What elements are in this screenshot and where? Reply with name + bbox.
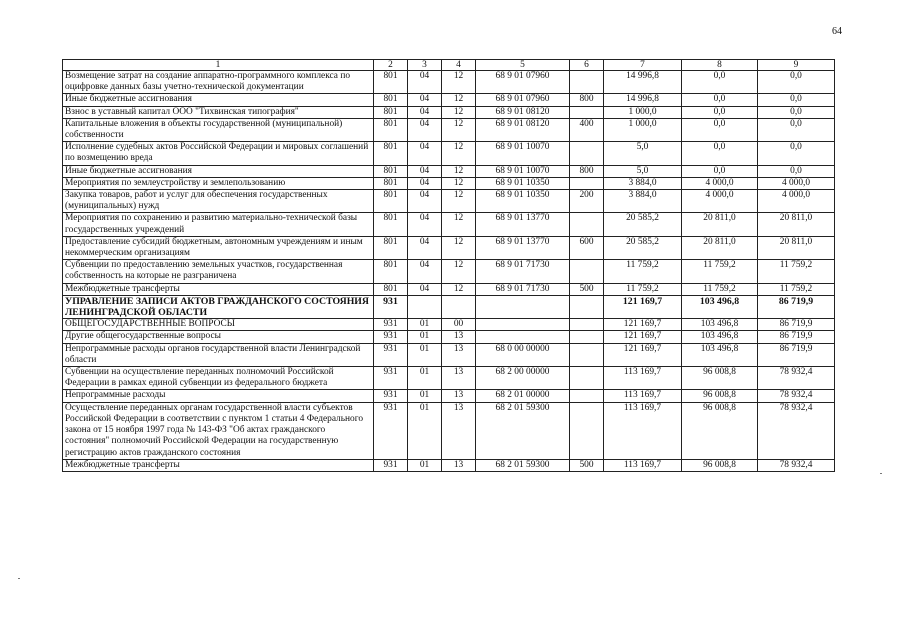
cell-amount-1: 113 169,7 bbox=[604, 402, 682, 459]
cell-name: Иные бюджетные ассигнования bbox=[63, 165, 374, 177]
cell-name: Субвенции на осуществление переданных полномочий Российской Федерации в рамках единой субвенции из федерального бюджета bbox=[63, 367, 374, 390]
cell-subsection: 12 bbox=[442, 71, 476, 94]
cell-amount-3: 0,0 bbox=[758, 94, 835, 106]
header-cell: 2 bbox=[374, 60, 408, 71]
cell-name: Иные бюджетные ассигнования bbox=[63, 94, 374, 106]
cell-ministry: 801 bbox=[374, 177, 408, 189]
cell-ministry: 801 bbox=[374, 94, 408, 106]
cell-expense-type: 800 bbox=[570, 165, 604, 177]
cell-ministry: 801 bbox=[374, 190, 408, 213]
cell-amount-3: 20 811,0 bbox=[758, 213, 835, 236]
table-row bbox=[63, 213, 835, 236]
cell-amount-1: 121 169,7 bbox=[604, 319, 682, 331]
cell-amount-1: 20 585,2 bbox=[604, 236, 682, 259]
cell-subsection: 12 bbox=[442, 165, 476, 177]
header-cell: 6 bbox=[570, 60, 604, 71]
cell-name: Мероприятия по сохранению и развитию материально-технической базы государственных учреждений bbox=[63, 213, 374, 236]
cell-ministry: 801 bbox=[374, 142, 408, 165]
cell-section: 04 bbox=[408, 94, 442, 106]
cell-amount-3: 0,0 bbox=[758, 71, 835, 94]
cell-amount-2: 103 496,8 bbox=[682, 343, 758, 366]
cell-expense-type: 800 bbox=[570, 94, 604, 106]
cell-subsection: 12 bbox=[442, 118, 476, 141]
cell-amount-2: 11 759,2 bbox=[682, 283, 758, 295]
table-header-row bbox=[63, 60, 835, 71]
cell-expense-type bbox=[570, 331, 604, 343]
cell-name: Другие общегосударственные вопросы bbox=[63, 331, 374, 343]
table-row bbox=[63, 71, 835, 94]
cell-name: Капитальные вложения в объекты государственной (муниципальной) собственности bbox=[63, 118, 374, 141]
cell-expense-type bbox=[570, 71, 604, 94]
cell-expense-type: 200 bbox=[570, 190, 604, 213]
cell-name: Взнос в уставный капитал ООО "Тихвинская типография" bbox=[63, 106, 374, 118]
cell-expense-type bbox=[570, 142, 604, 165]
cell-amount-3: 78 932,4 bbox=[758, 459, 835, 471]
cell-amount-2: 20 811,0 bbox=[682, 236, 758, 259]
cell-amount-2: 20 811,0 bbox=[682, 213, 758, 236]
table-row bbox=[63, 402, 835, 459]
scan-artifact bbox=[880, 473, 882, 474]
cell-name: ОБЩЕГОСУДАРСТВЕННЫЕ ВОПРОСЫ bbox=[63, 319, 374, 331]
cell-amount-2: 0,0 bbox=[682, 71, 758, 94]
cell-amount-2: 0,0 bbox=[682, 165, 758, 177]
cell-expense-type bbox=[570, 295, 604, 318]
cell-subsection: 12 bbox=[442, 94, 476, 106]
cell-target-article: 68 2 01 59300 bbox=[476, 402, 570, 459]
cell-amount-2: 0,0 bbox=[682, 94, 758, 106]
cell-name: Возмещение затрат на создание аппаратно-программного комплекса по оцифровке данных базы учетно-технической документации bbox=[63, 71, 374, 94]
table-row bbox=[63, 165, 835, 177]
cell-amount-1: 121 169,7 bbox=[604, 295, 682, 318]
cell-target-article: 68 9 01 07960 bbox=[476, 94, 570, 106]
table-row bbox=[63, 118, 835, 141]
cell-expense-type: 600 bbox=[570, 236, 604, 259]
cell-section: 04 bbox=[408, 213, 442, 236]
cell-subsection: 12 bbox=[442, 177, 476, 189]
table-row bbox=[63, 367, 835, 390]
cell-target-article: 68 9 01 13770 bbox=[476, 213, 570, 236]
cell-ministry: 931 bbox=[374, 402, 408, 459]
header-cell: 9 bbox=[758, 60, 835, 71]
cell-section: 04 bbox=[408, 177, 442, 189]
cell-section: 04 bbox=[408, 165, 442, 177]
table-row bbox=[63, 331, 835, 343]
cell-amount-2: 103 496,8 bbox=[682, 319, 758, 331]
cell-target-article: 68 9 01 71730 bbox=[476, 283, 570, 295]
cell-amount-2: 96 008,8 bbox=[682, 459, 758, 471]
table-row bbox=[63, 319, 835, 331]
page-number: 64 bbox=[832, 26, 842, 37]
cell-name: Непрограммные расходы bbox=[63, 390, 374, 402]
cell-amount-3: 86 719,9 bbox=[758, 331, 835, 343]
cell-ministry: 931 bbox=[374, 343, 408, 366]
scan-artifact bbox=[18, 578, 20, 579]
cell-subsection: 13 bbox=[442, 459, 476, 471]
cell-amount-1: 113 169,7 bbox=[604, 390, 682, 402]
cell-expense-type bbox=[570, 343, 604, 366]
table-row bbox=[63, 236, 835, 259]
cell-amount-1: 113 169,7 bbox=[604, 459, 682, 471]
cell-name: Закупка товаров, работ и услуг для обеспечения государственных (муниципальных) нужд bbox=[63, 190, 374, 213]
header-cell: 3 bbox=[408, 60, 442, 71]
cell-ministry: 931 bbox=[374, 295, 408, 318]
cell-amount-1: 1 000,0 bbox=[604, 106, 682, 118]
cell-section: 01 bbox=[408, 390, 442, 402]
table-row bbox=[63, 459, 835, 471]
cell-amount-1: 121 169,7 bbox=[604, 331, 682, 343]
table-row bbox=[63, 295, 835, 318]
cell-subsection: 00 bbox=[442, 319, 476, 331]
cell-amount-1: 11 759,2 bbox=[604, 260, 682, 283]
cell-subsection: 12 bbox=[442, 236, 476, 259]
cell-target-article: 68 9 01 10070 bbox=[476, 142, 570, 165]
cell-subsection: 12 bbox=[442, 142, 476, 165]
cell-name: Межбюджетные трансферты bbox=[63, 283, 374, 295]
table-row bbox=[63, 283, 835, 295]
cell-amount-3: 78 932,4 bbox=[758, 367, 835, 390]
cell-section: 01 bbox=[408, 459, 442, 471]
table-row bbox=[63, 177, 835, 189]
header-cell: 5 bbox=[476, 60, 570, 71]
cell-name: Предоставление субсидий бюджетным, автономным учреждениям и иным некоммерческим организациям bbox=[63, 236, 374, 259]
cell-subsection: 13 bbox=[442, 343, 476, 366]
cell-name: Субвенции по предоставлению земельных участков, государственная собственность на которые не разграничена bbox=[63, 260, 374, 283]
cell-target-article bbox=[476, 295, 570, 318]
cell-name: Исполнение судебных актов Российской Федерации и мировых соглашений по возмещению вреда bbox=[63, 142, 374, 165]
cell-section: 04 bbox=[408, 260, 442, 283]
cell-subsection: 12 bbox=[442, 283, 476, 295]
cell-name: Мероприятия по землеустройству и землепользованию bbox=[63, 177, 374, 189]
header-cell: 8 bbox=[682, 60, 758, 71]
cell-amount-1: 14 996,8 bbox=[604, 94, 682, 106]
cell-subsection: 12 bbox=[442, 190, 476, 213]
cell-expense-type bbox=[570, 177, 604, 189]
cell-amount-3: 86 719,9 bbox=[758, 295, 835, 318]
cell-ministry: 801 bbox=[374, 213, 408, 236]
cell-target-article bbox=[476, 331, 570, 343]
table-row bbox=[63, 390, 835, 402]
cell-target-article: 68 9 01 07960 bbox=[476, 71, 570, 94]
cell-expense-type bbox=[570, 213, 604, 236]
cell-amount-3: 86 719,9 bbox=[758, 319, 835, 331]
cell-expense-type bbox=[570, 402, 604, 459]
header-cell: 1 bbox=[63, 60, 374, 71]
cell-amount-1: 20 585,2 bbox=[604, 213, 682, 236]
cell-ministry: 801 bbox=[374, 118, 408, 141]
cell-ministry: 931 bbox=[374, 331, 408, 343]
cell-ministry: 931 bbox=[374, 367, 408, 390]
cell-ministry: 801 bbox=[374, 165, 408, 177]
cell-ministry: 801 bbox=[374, 71, 408, 94]
cell-name: Осуществление переданных органам государственной власти субъектов Российской Федерации в соответствии с пунктом 1 статьи 4 Федерального закона от 15 ноября 1997 года № 143-ФЗ "Об актах гражданского состояния" полномочий Российской Федерации на государственную регистрацию актов гражданского состояния bbox=[63, 402, 374, 459]
cell-amount-3: 86 719,9 bbox=[758, 343, 835, 366]
cell-amount-2: 0,0 bbox=[682, 106, 758, 118]
table-row bbox=[63, 94, 835, 106]
cell-amount-3: 78 932,4 bbox=[758, 390, 835, 402]
cell-section: 04 bbox=[408, 71, 442, 94]
cell-subsection bbox=[442, 295, 476, 318]
header-cell: 4 bbox=[442, 60, 476, 71]
cell-amount-3: 4 000,0 bbox=[758, 177, 835, 189]
cell-amount-1: 11 759,2 bbox=[604, 283, 682, 295]
cell-ministry: 931 bbox=[374, 390, 408, 402]
table-row bbox=[63, 106, 835, 118]
cell-amount-1: 14 996,8 bbox=[604, 71, 682, 94]
cell-name: Межбюджетные трансферты bbox=[63, 459, 374, 471]
cell-section: 04 bbox=[408, 106, 442, 118]
cell-section: 01 bbox=[408, 319, 442, 331]
cell-amount-1: 113 169,7 bbox=[604, 367, 682, 390]
cell-target-article: 68 9 01 13770 bbox=[476, 236, 570, 259]
cell-target-article bbox=[476, 319, 570, 331]
cell-subsection: 12 bbox=[442, 106, 476, 118]
cell-target-article: 68 9 01 71730 bbox=[476, 260, 570, 283]
cell-ministry: 801 bbox=[374, 236, 408, 259]
budget-table bbox=[62, 59, 835, 472]
table-row bbox=[63, 260, 835, 283]
cell-amount-3: 0,0 bbox=[758, 106, 835, 118]
cell-amount-3: 0,0 bbox=[758, 165, 835, 177]
cell-ministry: 801 bbox=[374, 283, 408, 295]
cell-subsection: 13 bbox=[442, 367, 476, 390]
cell-expense-type: 500 bbox=[570, 283, 604, 295]
cell-amount-1: 5,0 bbox=[604, 142, 682, 165]
cell-amount-1: 3 884,0 bbox=[604, 190, 682, 213]
cell-ministry: 801 bbox=[374, 260, 408, 283]
cell-amount-2: 0,0 bbox=[682, 118, 758, 141]
cell-amount-2: 0,0 bbox=[682, 142, 758, 165]
cell-target-article: 68 9 01 10070 bbox=[476, 165, 570, 177]
cell-subsection: 13 bbox=[442, 331, 476, 343]
cell-section bbox=[408, 295, 442, 318]
header-cell: 7 bbox=[604, 60, 682, 71]
cell-target-article: 68 0 00 00000 bbox=[476, 343, 570, 366]
cell-amount-2: 103 496,8 bbox=[682, 331, 758, 343]
cell-amount-1: 5,0 bbox=[604, 165, 682, 177]
cell-ministry: 931 bbox=[374, 459, 408, 471]
cell-amount-3: 0,0 bbox=[758, 118, 835, 141]
cell-amount-3: 0,0 bbox=[758, 142, 835, 165]
cell-amount-3: 11 759,2 bbox=[758, 260, 835, 283]
cell-expense-type bbox=[570, 260, 604, 283]
cell-subsection: 13 bbox=[442, 390, 476, 402]
cell-target-article: 68 9 01 08120 bbox=[476, 106, 570, 118]
cell-name: Непрограммные расходы органов государственной власти Ленинградской области bbox=[63, 343, 374, 366]
table-row bbox=[63, 190, 835, 213]
cell-amount-2: 96 008,8 bbox=[682, 390, 758, 402]
cell-amount-3: 78 932,4 bbox=[758, 402, 835, 459]
cell-amount-2: 103 496,8 bbox=[682, 295, 758, 318]
cell-amount-2: 96 008,8 bbox=[682, 367, 758, 390]
cell-expense-type: 500 bbox=[570, 459, 604, 471]
cell-expense-type bbox=[570, 319, 604, 331]
cell-section: 01 bbox=[408, 367, 442, 390]
cell-amount-2: 4 000,0 bbox=[682, 177, 758, 189]
cell-amount-2: 11 759,2 bbox=[682, 260, 758, 283]
cell-expense-type bbox=[570, 106, 604, 118]
cell-amount-1: 121 169,7 bbox=[604, 343, 682, 366]
cell-section: 04 bbox=[408, 283, 442, 295]
cell-section: 04 bbox=[408, 236, 442, 259]
cell-target-article: 68 9 01 10350 bbox=[476, 177, 570, 189]
cell-amount-3: 20 811,0 bbox=[758, 236, 835, 259]
cell-expense-type bbox=[570, 367, 604, 390]
cell-target-article: 68 9 01 10350 bbox=[476, 190, 570, 213]
cell-amount-1: 1 000,0 bbox=[604, 118, 682, 141]
cell-ministry: 931 bbox=[374, 319, 408, 331]
cell-ministry: 801 bbox=[374, 106, 408, 118]
cell-section: 04 bbox=[408, 142, 442, 165]
table-row bbox=[63, 343, 835, 366]
cell-subsection: 12 bbox=[442, 213, 476, 236]
cell-target-article: 68 2 01 00000 bbox=[476, 390, 570, 402]
cell-name: УПРАВЛЕНИЕ ЗАПИСИ АКТОВ ГРАЖДАНСКОГО СОСТОЯНИЯ ЛЕНИНГРАДСКОЙ ОБЛАСТИ bbox=[63, 295, 374, 318]
cell-section: 04 bbox=[408, 190, 442, 213]
cell-target-article: 68 9 01 08120 bbox=[476, 118, 570, 141]
cell-amount-3: 11 759,2 bbox=[758, 283, 835, 295]
cell-subsection: 12 bbox=[442, 260, 476, 283]
table-row bbox=[63, 142, 835, 165]
cell-section: 01 bbox=[408, 331, 442, 343]
cell-expense-type: 400 bbox=[570, 118, 604, 141]
cell-target-article: 68 2 01 59300 bbox=[476, 459, 570, 471]
cell-amount-1: 3 884,0 bbox=[604, 177, 682, 189]
cell-amount-3: 4 000,0 bbox=[758, 190, 835, 213]
cell-target-article: 68 2 00 00000 bbox=[476, 367, 570, 390]
cell-section: 04 bbox=[408, 118, 442, 141]
cell-section: 01 bbox=[408, 402, 442, 459]
cell-subsection: 13 bbox=[442, 402, 476, 459]
cell-amount-2: 96 008,8 bbox=[682, 402, 758, 459]
cell-section: 01 bbox=[408, 343, 442, 366]
cell-expense-type bbox=[570, 390, 604, 402]
cell-amount-2: 4 000,0 bbox=[682, 190, 758, 213]
